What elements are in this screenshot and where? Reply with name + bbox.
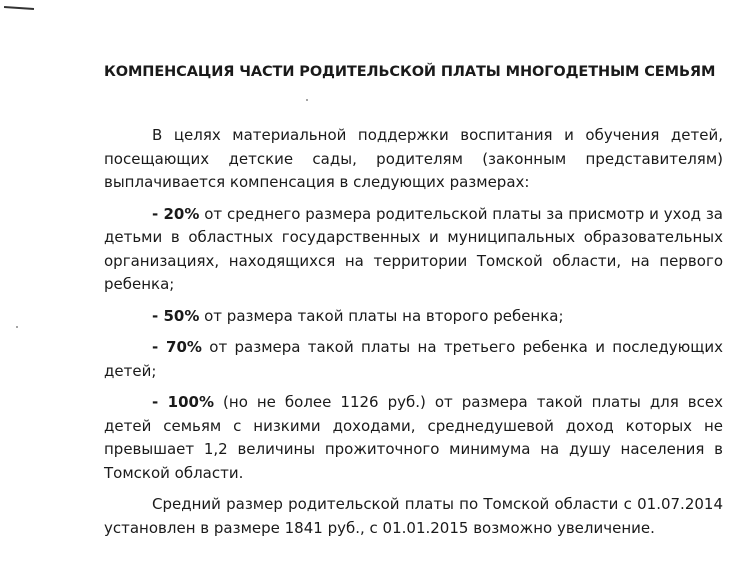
percent-value: - 100% bbox=[152, 393, 215, 411]
item-text: от размера такой платы на третьего ребенка и последующих детей; bbox=[104, 338, 723, 380]
compensation-item-third-child bbox=[104, 336, 723, 383]
percent-value: - 70% bbox=[152, 338, 202, 356]
compensation-item-first-child bbox=[104, 203, 723, 297]
closing-paragraph: Средний размер родительской платы по Томской области с 01.07.2014 установлен в размере 1841 руб., с 01.01.2015 возможно увеличение. bbox=[104, 495, 723, 537]
percent-value: - 50% bbox=[152, 306, 200, 325]
compensation-item-low-income bbox=[104, 391, 723, 485]
scan-speck bbox=[16, 326, 18, 328]
item-text: от размера такой платы на второго ребенка; bbox=[199, 306, 564, 325]
item-text: (но не более 1126 руб.) от размера такой платы для всех детей семьям с низкими доходами, среднедушевой доход которых не превышает 1,2 величины прожиточного минимума на душу населения в Томской области. bbox=[104, 393, 723, 482]
scan-edge-mark bbox=[4, 6, 34, 10]
scan-speck bbox=[306, 99, 308, 101]
intro-paragraph: В целях материальной поддержки воспитания и обучения детей, посещающих детские сады, родителям (законным представителям) выплачивается компенсация в следующих размерах: bbox=[104, 126, 723, 191]
document-body bbox=[104, 124, 723, 548]
item-text: от среднего размера родительской платы за присмотр и уход за детьми в областных государственных и муниципальных образовательных организациях, находящихся на территории Томской области, на первого ребенка; bbox=[104, 204, 723, 293]
percent-value: - 20% bbox=[152, 204, 200, 223]
document-title: КОМПЕНСАЦИЯ ЧАСТИ РОДИТЕЛЬСКОЙ ПЛАТЫ МНОГОДЕТНЫМ СЕМЬЯМ bbox=[104, 64, 716, 80]
compensation-item-second-child bbox=[104, 305, 723, 329]
